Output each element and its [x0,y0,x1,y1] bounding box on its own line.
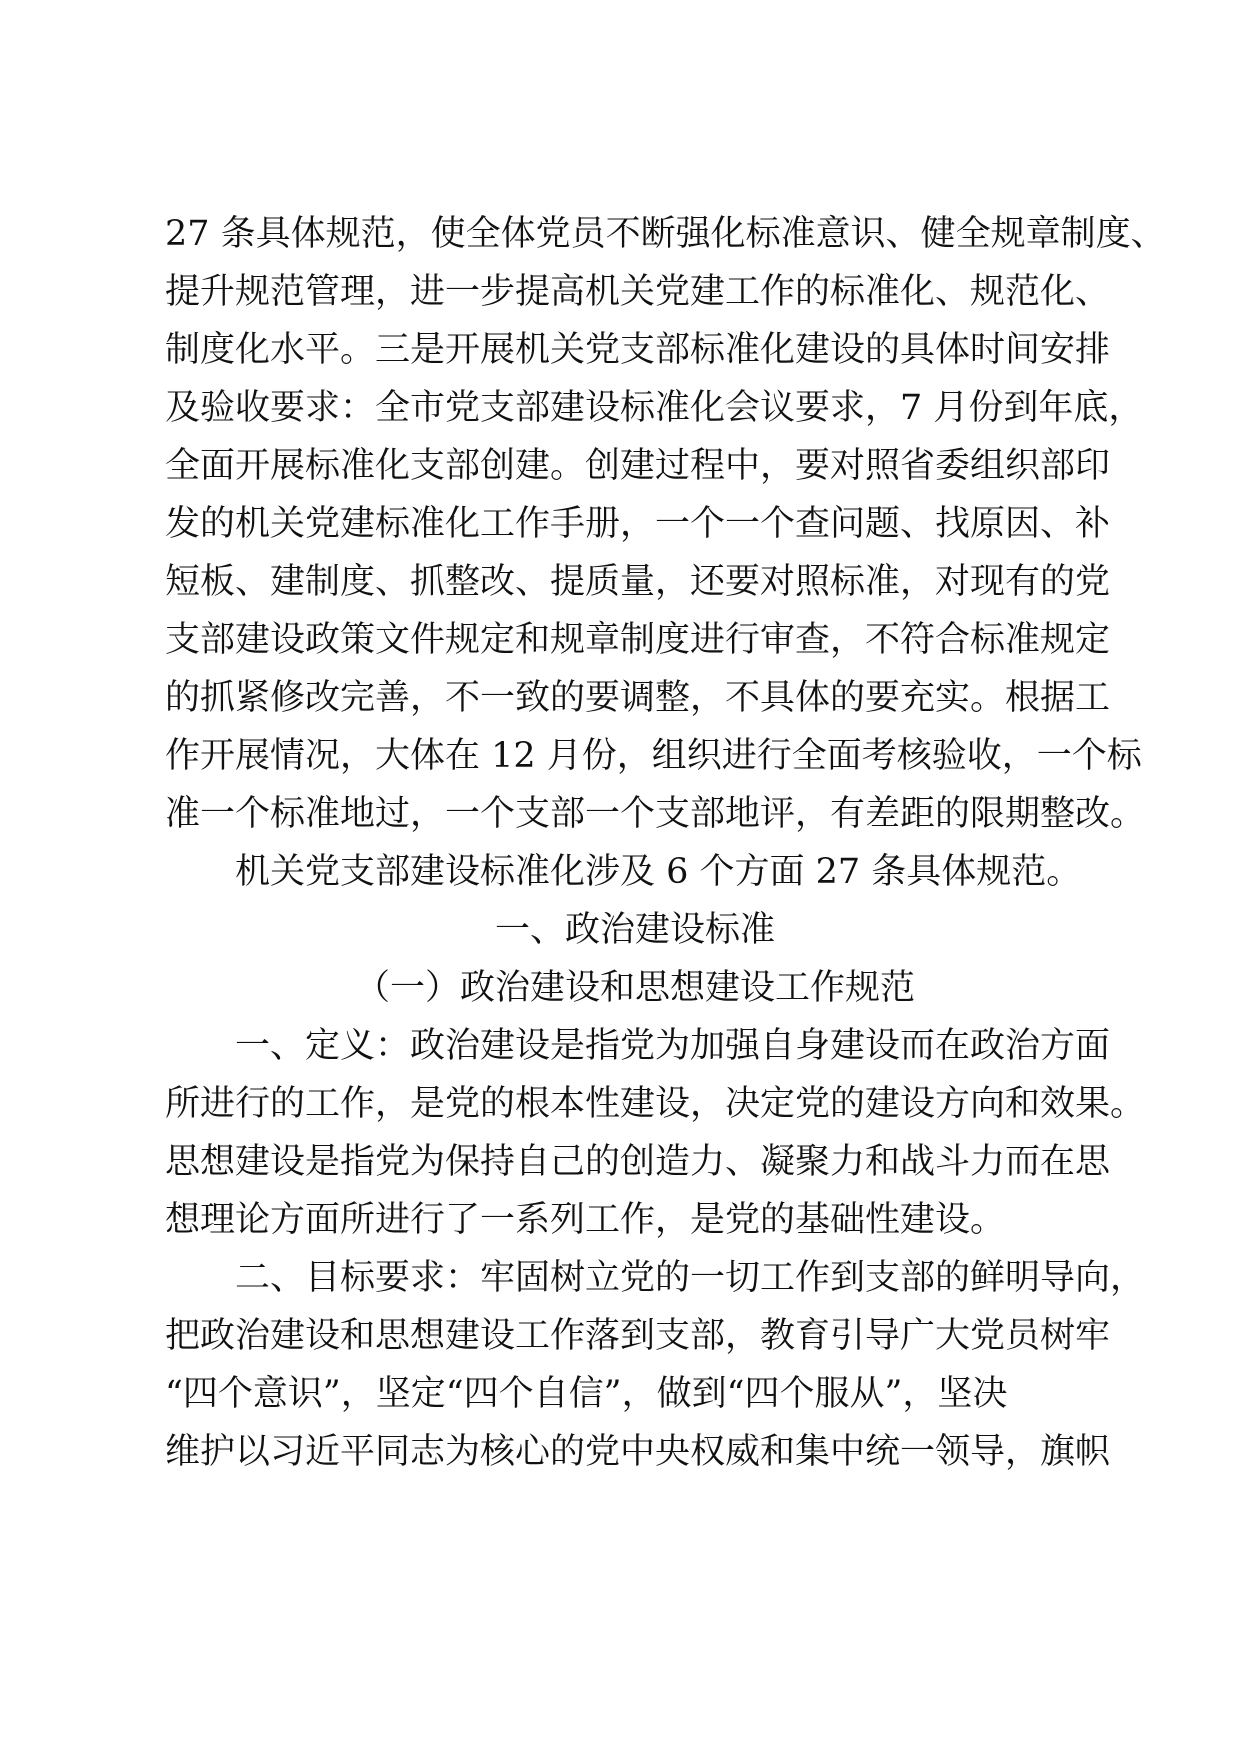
body-line: “四个意识”，坚定“四个自信”，做到“四个服从”，坚决 [165,1374,1008,1414]
body-line: 支部建设政策文件规定和规章制度进行审查，不符合标准规定 [165,620,1111,660]
body-line: 作开展情况，大体在 12 月份，组织进行全面考核验收，一个标 [165,736,1142,776]
body-line: 维护以习近平同志为核心的党中央权威和集中统一领导，旗帜 [165,1432,1111,1472]
body-line: 提升规范管理，进一步提高机关党建工作的标准化、规范化、 [165,272,1111,312]
objective-paragraph-start: 二、目标要求：牢固树立党的一切工作到支部的鲜明导向， [235,1258,1146,1298]
section-heading: 一、政治建设标准 [494,910,775,950]
subsection-heading: （一）政治建设和思想建设工作规范 [354,968,915,1008]
body-line: 发的机关党建标准化工作手册，一个一个查问题、找原因、补 [165,504,1111,544]
body-line: 短板、建制度、抓整改、提质量，还要对照标准，对现有的党 [165,562,1111,602]
document-body [165,205,1166,1481]
definition-paragraph-start: 一、定义：政治建设是指党为加强自身建设而在政治方面 [235,1026,1111,1066]
body-line: 制度化水平。三是开展机关党支部标准化建设的具体时间安排 [165,330,1111,370]
body-line: 想理论方面所进行了一系列工作，是党的基础性建设。 [165,1200,1006,1240]
paragraph-summary: 机关党支部建设标准化涉及 6 个方面 27 条具体规范。 [235,852,1082,892]
body-line: 全面开展标准化支部创建。创建过程中，要对照省委组织部印 [165,446,1111,486]
body-line: 把政治建设和思想建设工作落到支部，教育引导广大党员树牢 [165,1316,1111,1356]
body-line: 准一个标准地过，一个支部一个支部地评，有差距的限期整改。 [165,794,1146,834]
body-line: 思想建设是指党为保持自己的创造力、凝聚力和战斗力而在思 [165,1142,1111,1182]
body-line: 的抓紧修改完善，不一致的要调整，不具体的要充实。根据工 [165,678,1111,718]
body-line: 所进行的工作，是党的根本性建设，决定党的建设方向和效果。 [165,1084,1146,1124]
body-line: 27 条具体规范，使全体党员不断强化标准意识、健全规章制度、 [165,214,1166,254]
body-line: 及验收要求：全市党支部建设标准化会议要求，7 月份到年底， [165,388,1144,428]
